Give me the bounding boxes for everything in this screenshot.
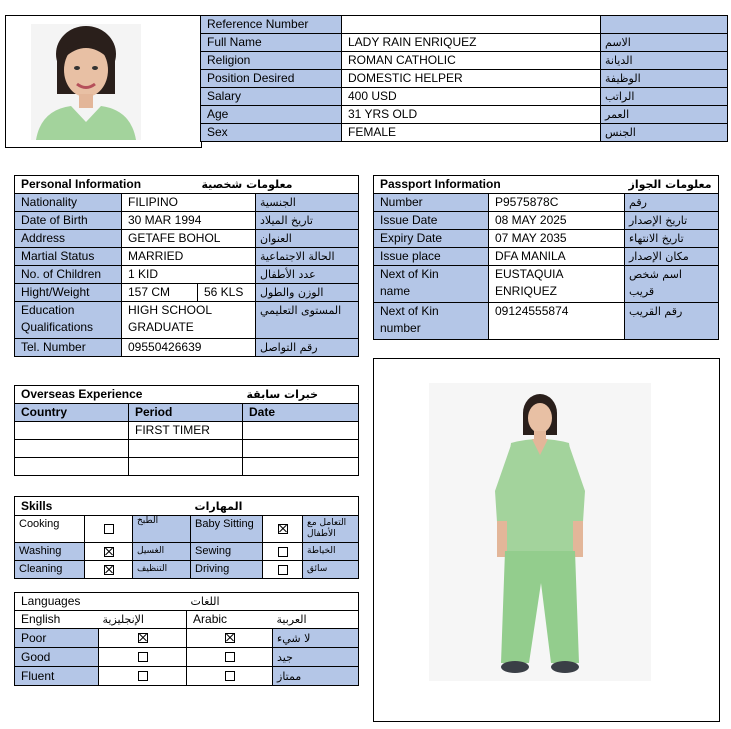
kin-number-label-line1: Next of Kin xyxy=(380,304,439,318)
overseas-title-ar: خبرات سابقة xyxy=(243,386,359,404)
washing-box[interactable] xyxy=(104,547,114,557)
passport-number-ar: رقم xyxy=(625,194,719,212)
cleaning-ar: التنظيف xyxy=(133,561,191,579)
date-header: Date xyxy=(243,404,359,422)
height-value: 157 CM xyxy=(122,284,198,302)
english-header-ar: الإنجليزية xyxy=(99,611,187,629)
expiry-date-value: 07 MAY 2035 xyxy=(489,230,625,248)
period-header: Period xyxy=(129,404,243,422)
washing-label: Washing xyxy=(15,543,85,561)
age-ar: العمر xyxy=(601,106,728,124)
issue-date-row xyxy=(374,212,719,230)
issue-place-label: Issue place xyxy=(374,248,489,266)
salary-value: 400 USD xyxy=(342,88,601,106)
dob-label: Date of Birth xyxy=(15,212,122,230)
education-value-line1: HIGH SCHOOL xyxy=(128,303,213,317)
issue-place-row xyxy=(374,248,719,266)
issue-date-label: Issue Date xyxy=(374,212,489,230)
children-ar: عدد الأطفال xyxy=(256,266,359,284)
dob-row xyxy=(15,212,359,230)
poor-english-box[interactable] xyxy=(138,633,148,643)
overseas-title: Overseas Experience xyxy=(15,386,243,404)
personal-title: Personal Information xyxy=(15,176,198,194)
skills-title-ar: المهارات xyxy=(191,497,359,516)
issue-place-value: DFA MANILA xyxy=(489,248,625,266)
address-label: Address xyxy=(15,230,122,248)
good-arabic-box[interactable] xyxy=(225,652,235,662)
poor-english-checkbox[interactable] xyxy=(99,629,187,648)
header-row-position xyxy=(201,70,728,88)
country-header: Country xyxy=(15,404,129,422)
dob-value: 30 MAR 1994 xyxy=(122,212,256,230)
country-cell xyxy=(15,458,129,476)
languages-title-row xyxy=(15,593,359,611)
fluent-label: Fluent xyxy=(15,667,99,686)
education-label-line2: Qualifications xyxy=(21,320,94,334)
religion-ar: الديانة xyxy=(601,52,728,70)
poor-ar: لا شيء xyxy=(273,629,359,648)
reference-label: Reference Number xyxy=(201,16,342,34)
sex-label: Sex xyxy=(201,124,342,142)
reference-ar xyxy=(601,16,728,34)
babysitting-ar: التعامل مع الأطفال xyxy=(303,516,359,543)
driving-label: Driving xyxy=(191,561,263,579)
arabic-header: Arabic xyxy=(187,611,273,629)
issue-date-ar: تاريخ الإصدار xyxy=(625,212,719,230)
kin-number-value: 09124555874 xyxy=(489,303,625,340)
personal-title-ar: معلومات شخصية xyxy=(198,176,359,194)
fullname-ar: الاسم xyxy=(601,34,728,52)
fluent-arabic-checkbox[interactable] xyxy=(187,667,273,686)
kin-name-label-line1: Next of Kin xyxy=(380,267,439,281)
date-cell xyxy=(243,458,359,476)
country-cell xyxy=(15,422,129,440)
religion-label: Religion xyxy=(201,52,342,70)
nationality-ar: الجنسية xyxy=(256,194,359,212)
good-english-checkbox[interactable] xyxy=(99,648,187,667)
level-row-poor xyxy=(15,629,359,648)
kin-name-value xyxy=(489,266,625,303)
position-value: DOMESTIC HELPER xyxy=(342,70,601,88)
religion-value: ROMAN CATHOLIC xyxy=(342,52,601,70)
header-table xyxy=(200,15,728,142)
header-row-age xyxy=(201,106,728,124)
passport-info-table xyxy=(373,175,719,340)
fluent-ar: ممتاز xyxy=(273,667,359,686)
header-row-fullname xyxy=(201,34,728,52)
kin-number-ar: رقم القريب xyxy=(625,303,719,340)
cooking-label: Cooking xyxy=(15,516,85,543)
overseas-title-row xyxy=(15,386,359,404)
header-row-salary xyxy=(201,88,728,106)
fullname-label: Full Name xyxy=(201,34,342,52)
expiry-date-row xyxy=(374,230,719,248)
salary-ar: الراتب xyxy=(601,88,728,106)
kin-name-ar-line2: قريب xyxy=(629,285,655,298)
personal-title-row xyxy=(15,176,359,194)
full-body-photo-frame xyxy=(373,358,720,722)
driving-ar: سائق xyxy=(303,561,359,579)
nationality-value: FILIPINO xyxy=(122,194,256,212)
skills-table xyxy=(14,496,359,579)
sewing-ar: الخياطة xyxy=(303,543,359,561)
table-row xyxy=(15,458,359,476)
kin-name-value-line1: EUSTAQUIA xyxy=(495,267,564,281)
arabic-header-ar: العربية xyxy=(273,611,359,629)
dob-ar: تاريخ الميلاد xyxy=(256,212,359,230)
period-cell xyxy=(129,440,243,458)
kin-name-ar-line1: اسم شخص xyxy=(629,268,682,281)
overseas-table xyxy=(14,385,359,476)
good-label: Good xyxy=(15,648,99,667)
education-label xyxy=(15,302,122,339)
fullname-value: LADY RAIN ENRIQUEZ xyxy=(342,34,601,52)
kin-name-label-line2: name xyxy=(380,284,411,298)
education-ar: المستوى التعليمي xyxy=(256,302,359,339)
portrait-photo xyxy=(31,24,141,140)
languages-table xyxy=(14,592,359,686)
passport-number-value: P9575878C xyxy=(489,194,625,212)
tel-label: Tel. Number xyxy=(15,339,122,357)
kin-number-row xyxy=(374,303,719,340)
skills-title: Skills xyxy=(15,497,191,516)
portrait-frame xyxy=(5,15,202,148)
header-row-sex xyxy=(201,124,728,142)
tel-row xyxy=(15,339,359,357)
country-cell xyxy=(15,440,129,458)
marital-label: Martial Status xyxy=(15,248,122,266)
height-weight-row xyxy=(15,284,359,302)
tel-value: 09550426639 xyxy=(122,339,256,357)
issue-place-ar: مكان الإصدار xyxy=(625,248,719,266)
education-value xyxy=(122,302,256,339)
address-value: GETAFE BOHOL xyxy=(122,230,256,248)
education-label-line1: Education xyxy=(21,303,75,317)
date-cell xyxy=(243,440,359,458)
cooking-checkbox[interactable] xyxy=(85,516,133,543)
children-row xyxy=(15,266,359,284)
period-cell xyxy=(129,458,243,476)
age-value: 31 YRS OLD xyxy=(342,106,601,124)
full-body-photo xyxy=(429,383,651,681)
cleaning-box[interactable] xyxy=(104,565,114,575)
expiry-date-ar: تاريخ الانتهاء xyxy=(625,230,719,248)
good-english-box[interactable] xyxy=(138,652,148,662)
children-value: 1 KID xyxy=(122,266,256,284)
skills-title-row xyxy=(15,497,359,516)
babysitting-checkbox[interactable] xyxy=(263,516,303,543)
table-row xyxy=(15,440,359,458)
education-value-line2: GRADUATE xyxy=(128,320,194,334)
washing-ar: الغسيل xyxy=(133,543,191,561)
kin-name-value-line2: ENRIQUEZ xyxy=(495,284,558,298)
washing-checkbox[interactable] xyxy=(85,543,133,561)
passport-title-row xyxy=(374,176,719,194)
reference-row xyxy=(201,16,728,34)
poor-arabic-box[interactable] xyxy=(225,633,235,643)
fluent-english-box[interactable] xyxy=(138,671,148,681)
height-weight-label: Hight/Weight xyxy=(15,284,122,302)
cooking-box[interactable] xyxy=(104,524,114,534)
languages-header-row xyxy=(15,611,359,629)
reference-value xyxy=(342,16,601,34)
passport-title-ar: معلومات الجواز xyxy=(625,176,719,194)
cleaning-checkbox[interactable] xyxy=(85,561,133,579)
poor-label: Poor xyxy=(15,629,99,648)
sex-ar: الجنس xyxy=(601,124,728,142)
passport-number-row xyxy=(374,194,719,212)
nationality-row xyxy=(15,194,359,212)
age-label: Age xyxy=(201,106,342,124)
languages-title-ar: اللغات xyxy=(187,593,359,611)
marital-ar: الحالة الاجتماعية xyxy=(256,248,359,266)
sewing-label: Sewing xyxy=(191,543,263,561)
expiry-date-label: Expiry Date xyxy=(374,230,489,248)
babysitting-box[interactable] xyxy=(278,524,288,534)
cleaning-label: Cleaning xyxy=(15,561,85,579)
sex-value: FEMALE xyxy=(342,124,601,142)
driving-box[interactable] xyxy=(278,565,288,575)
skill-row-cleaning xyxy=(15,561,359,579)
good-arabic-checkbox[interactable] xyxy=(187,648,273,667)
header-row-religion xyxy=(201,52,728,70)
education-row xyxy=(15,302,359,339)
driving-checkbox[interactable] xyxy=(263,561,303,579)
date-cell xyxy=(243,422,359,440)
english-header: English xyxy=(15,611,99,629)
passport-number-label: Number xyxy=(374,194,489,212)
fluent-english-checkbox[interactable] xyxy=(99,667,187,686)
level-row-fluent xyxy=(15,667,359,686)
poor-arabic-checkbox[interactable] xyxy=(187,629,273,648)
good-ar: جيد xyxy=(273,648,359,667)
kin-name-ar xyxy=(625,266,719,303)
salary-label: Salary xyxy=(201,88,342,106)
babysitting-label: Baby Sitting xyxy=(191,516,263,543)
period-cell: FIRST TIMER xyxy=(129,422,243,440)
children-label: No. of Children xyxy=(15,266,122,284)
tel-ar: رقم التواصل xyxy=(256,339,359,357)
marital-value: MARRIED xyxy=(122,248,256,266)
sewing-checkbox[interactable] xyxy=(263,543,303,561)
personal-info-table xyxy=(14,175,359,357)
kin-name-label xyxy=(374,266,489,303)
weight-value: 56 KLS xyxy=(198,284,256,302)
skill-row-washing xyxy=(15,543,359,561)
height-weight-ar: الوزن والطول xyxy=(256,284,359,302)
fluent-arabic-box[interactable] xyxy=(225,671,235,681)
languages-title: Languages xyxy=(15,593,187,611)
cooking-ar: الطبخ xyxy=(133,516,191,543)
skill-row-cooking xyxy=(15,516,359,543)
position-ar: الوظيفة xyxy=(601,70,728,88)
address-row xyxy=(15,230,359,248)
address-ar: العنوان xyxy=(256,230,359,248)
position-label: Position Desired xyxy=(201,70,342,88)
nationality-label: Nationality xyxy=(15,194,122,212)
passport-title: Passport Information xyxy=(374,176,625,194)
table-row xyxy=(15,422,359,440)
level-row-good xyxy=(15,648,359,667)
issue-date-value: 08 MAY 2025 xyxy=(489,212,625,230)
sewing-box[interactable] xyxy=(278,547,288,557)
kin-number-label-line2: number xyxy=(380,321,421,335)
overseas-header-row xyxy=(15,404,359,422)
kin-name-row xyxy=(374,266,719,303)
kin-number-label xyxy=(374,303,489,340)
marital-row xyxy=(15,248,359,266)
